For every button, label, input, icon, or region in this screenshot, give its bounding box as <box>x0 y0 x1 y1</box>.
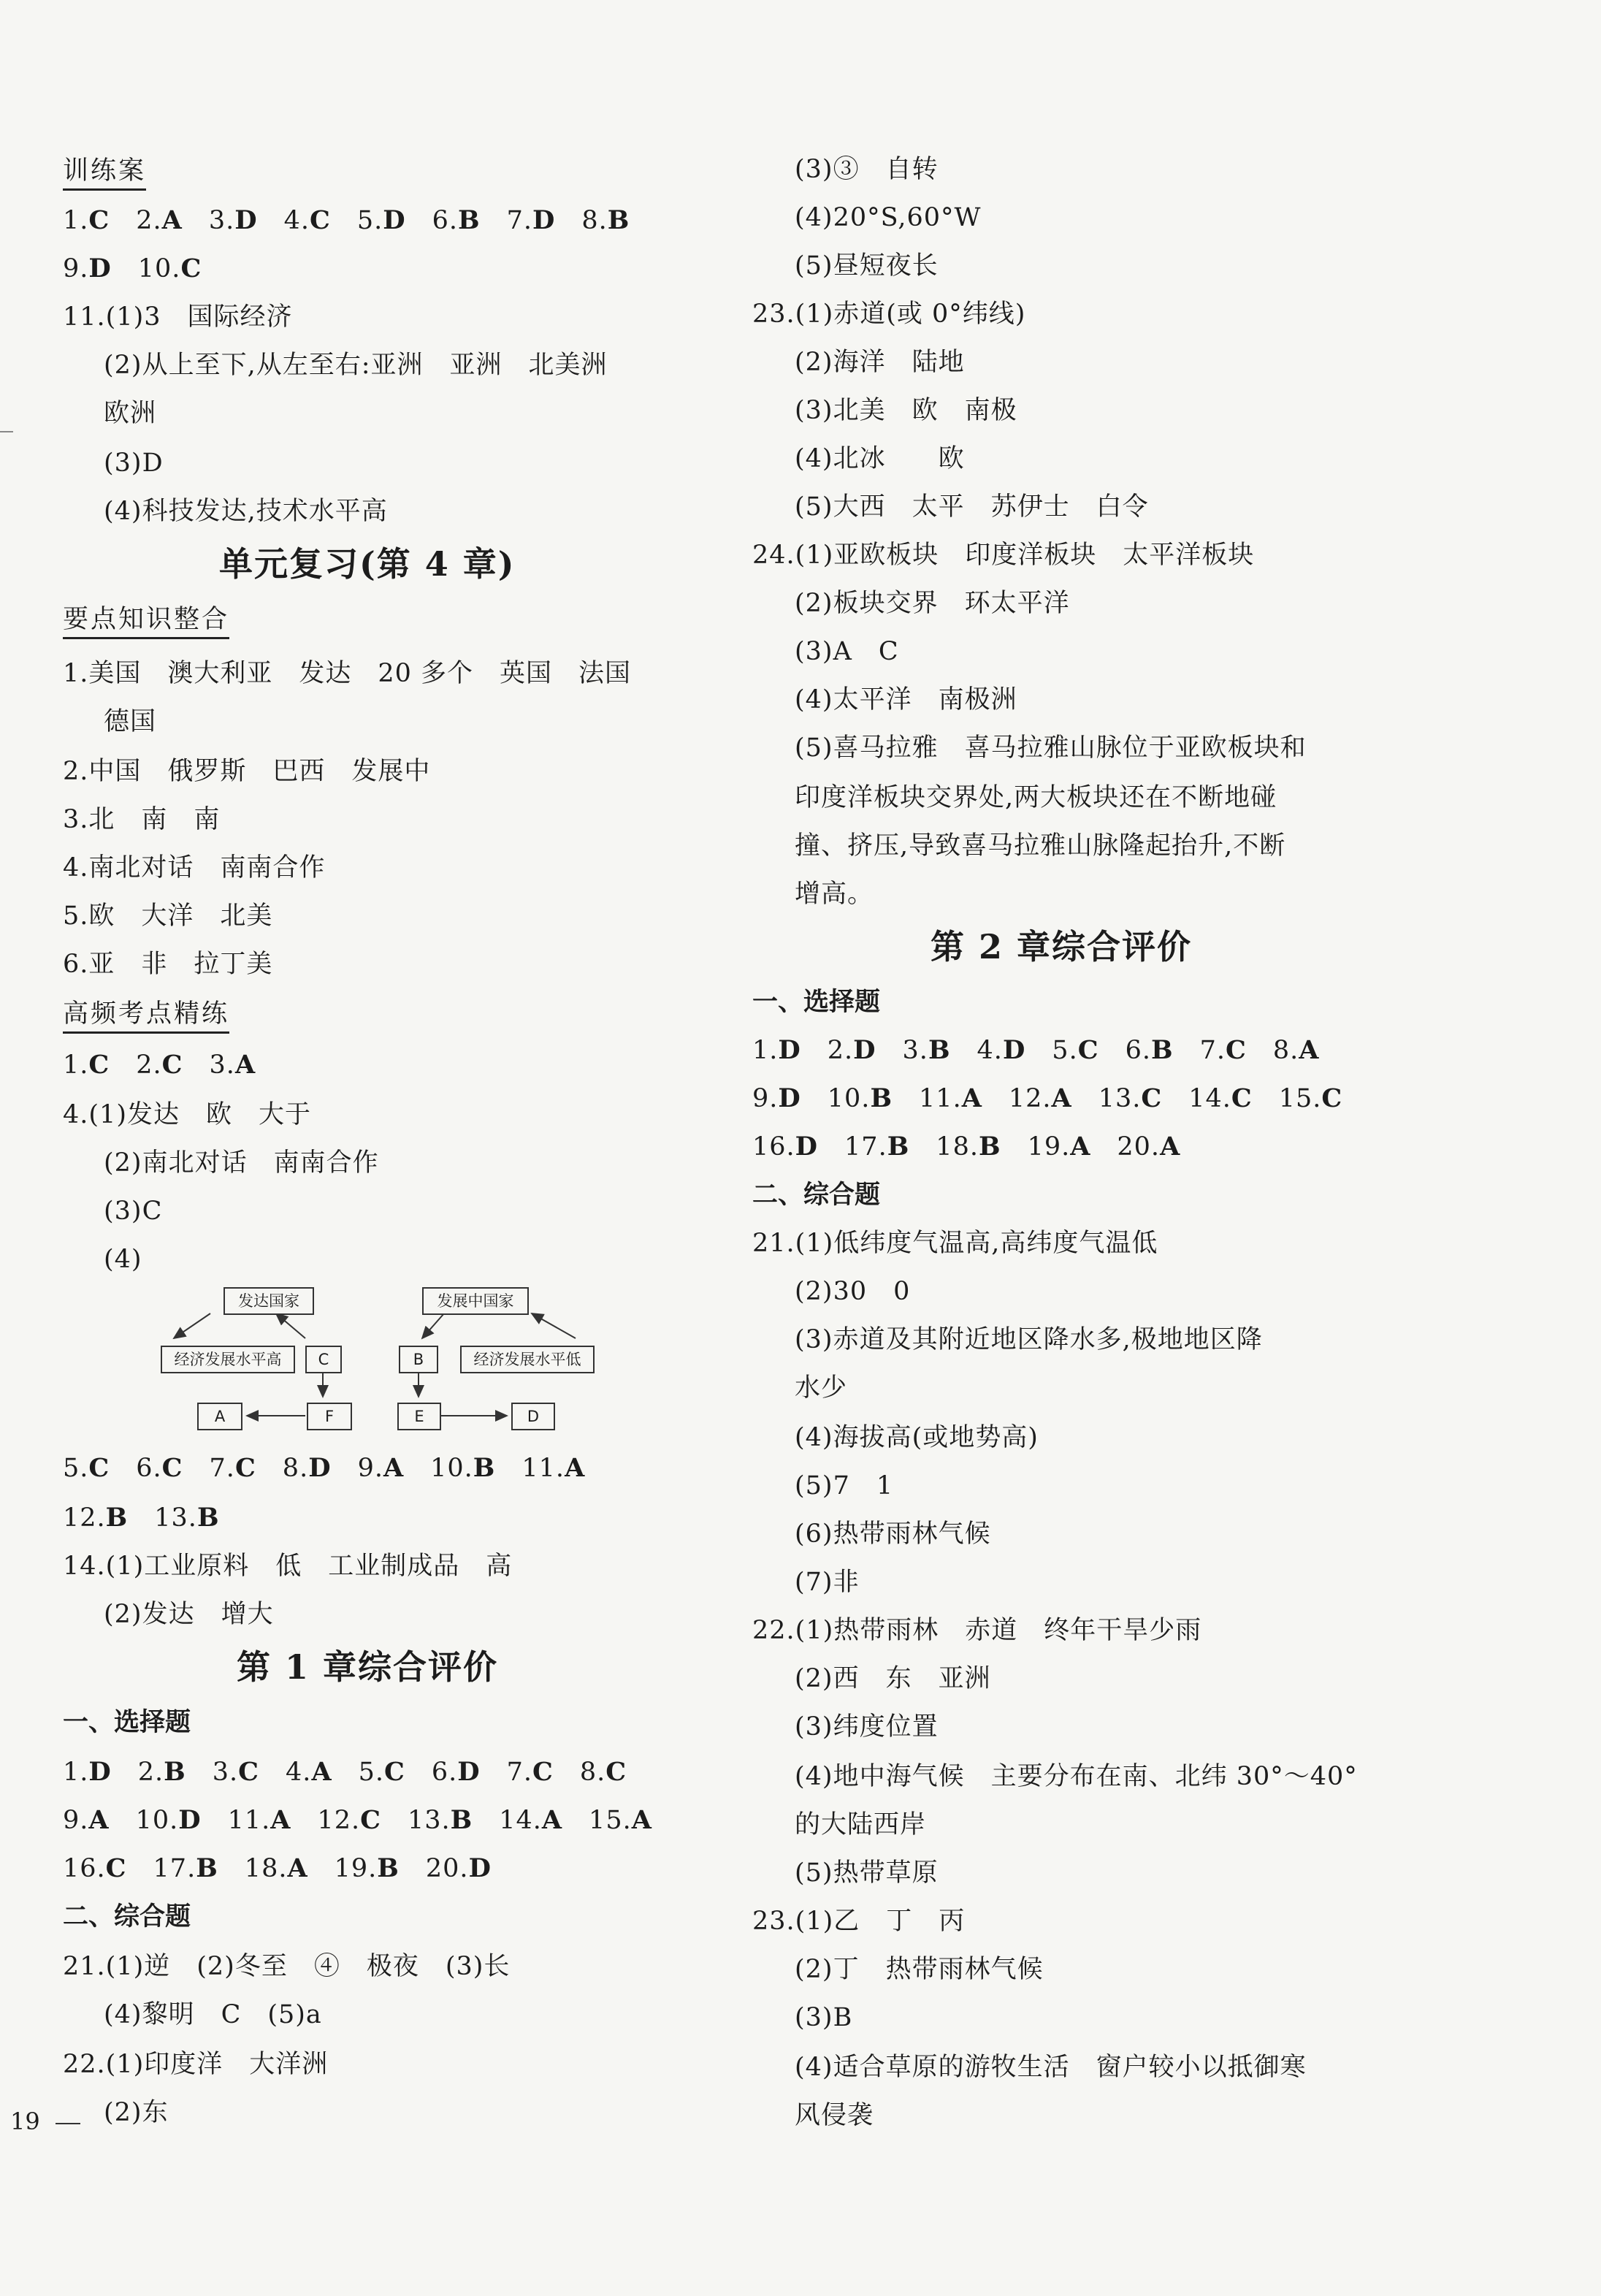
answer-line: (3)③ 自转 <box>795 155 939 184</box>
answer-line: (3)B <box>795 2003 853 2032</box>
answer-line: 4.(1)发达 欧 大于 <box>63 1100 311 1129</box>
heading-unit-review: 单元复习(第 4 章) <box>219 544 516 584</box>
answer-line: (5)大西 太平 苏伊士 白令 <box>795 492 1149 522</box>
box-developed: 发达国家 <box>223 1287 314 1315</box>
box-c: C <box>305 1346 342 1373</box>
answer-line: 3.北 南 南 <box>63 805 221 834</box>
box-low-level: 经济发展水平低 <box>460 1346 595 1373</box>
question-number: 16. <box>63 1854 106 1883</box>
answer-line: (4)适合草原的游牧生活 窗户较小以抵御寒 <box>795 2053 1307 2082</box>
answer-line: (2)海洋 陆地 <box>795 348 965 377</box>
section-comprehensive: 二、综合题 <box>63 1902 191 1931</box>
answer-line: (2)西 东 亚洲 <box>795 1664 991 1693</box>
box-f: F <box>307 1403 352 1430</box>
section-choice: 一、选择题 <box>63 1707 191 1737</box>
question-number: 11. <box>521 1454 565 1483</box>
box-d: D <box>511 1403 555 1430</box>
question-number: 6. <box>432 206 459 235</box>
question-number: 15. <box>1278 1084 1322 1113</box>
answer-line: (3)A C <box>795 637 899 666</box>
question-number: 3. <box>208 206 235 235</box>
answer-letter: A <box>1070 1132 1091 1162</box>
question-number: 1. <box>752 1036 779 1065</box>
answer-letter: A <box>234 1050 256 1080</box>
answer-letter: A <box>1299 1035 1320 1065</box>
answer-letter: A <box>88 1805 110 1835</box>
answer-letter: C <box>1321 1083 1343 1113</box>
answer-line: 欧洲 <box>104 399 157 428</box>
answer-letter: D <box>853 1035 876 1065</box>
question-number: 3. <box>209 1050 235 1080</box>
question-number: 6. <box>431 1758 458 1787</box>
answer-line: 21.(1)逆 (2)冬至 ④ 极夜 (3)长 <box>63 1952 511 1981</box>
question-number: 8. <box>579 1758 606 1787</box>
answer-line: 14.(1)工业原料 低 工业制成品 高 <box>63 1552 513 1581</box>
answer-line: 6.亚 非 拉丁美 <box>63 950 273 979</box>
answer-row <box>63 1853 492 1885</box>
question-number: 1. <box>63 1050 89 1080</box>
question-number: 10. <box>827 1084 871 1113</box>
box-high-level: 经济发展水平高 <box>161 1346 295 1373</box>
question-number: 2. <box>827 1036 854 1065</box>
answer-row <box>752 1034 1319 1067</box>
answer-letter: A <box>383 1453 405 1483</box>
question-number: 16. <box>752 1132 795 1162</box>
answer-letter: C <box>1141 1083 1163 1113</box>
question-number: 7. <box>506 206 533 235</box>
answer-letter: C <box>238 1757 260 1787</box>
question-number: 17. <box>153 1854 196 1883</box>
section-gaopin: 高频考点精练 <box>63 998 229 1034</box>
answer-letter: B <box>164 1757 186 1787</box>
answer-letter: C <box>532 1757 554 1787</box>
answer-line: (5)7 1 <box>795 1471 894 1500</box>
heading-chapter2: 第 2 章综合评价 <box>931 927 1193 966</box>
answer-line: (5)热带草原 <box>795 1858 939 1888</box>
question-number: 7. <box>1199 1036 1226 1065</box>
answer-line: 水少 <box>795 1373 848 1403</box>
arrow <box>532 1313 576 1338</box>
question-number: 1. <box>63 206 89 235</box>
answer-line: 24.(1)亚欧板块 印度洋板块 太平洋板块 <box>752 541 1255 570</box>
edge-mark <box>0 431 13 432</box>
answer-letter: D <box>468 1853 492 1883</box>
answer-letter: C <box>161 1453 183 1483</box>
answer-letter: D <box>178 1805 202 1835</box>
answer-line: (4)20°S,60°W <box>795 203 982 232</box>
answer-line: (2)从上至下,从左至右:亚洲 亚洲 北美洲 <box>104 351 608 380</box>
answer-row <box>752 1131 1180 1163</box>
answer-letter: C <box>310 205 331 235</box>
answer-line: 22.(1)热带雨林 赤道 终年干旱少雨 <box>752 1616 1202 1645</box>
answer-letter: D <box>88 1757 112 1787</box>
arrow <box>276 1313 305 1338</box>
answer-letter: A <box>541 1805 563 1835</box>
answer-line: 22.(1)印度洋 大洋洲 <box>63 2050 329 2079</box>
answer-line: (2)南北对话 南南合作 <box>104 1148 379 1178</box>
answer-letter: C <box>384 1757 405 1787</box>
question-number: 15. <box>589 1806 632 1835</box>
question-number: 13. <box>1098 1084 1142 1113</box>
question-number: 18. <box>244 1854 288 1883</box>
heading-chapter1: 第 1 章综合评价 <box>237 1647 499 1687</box>
question-number: 14. <box>499 1806 542 1835</box>
footer-dash <box>56 2123 80 2124</box>
answer-line: (2)板块交界 环太平洋 <box>795 589 1070 618</box>
box-a: A <box>197 1403 242 1430</box>
question-number: 20. <box>425 1854 469 1883</box>
question-number: 12. <box>63 1503 106 1533</box>
question-number: 7. <box>506 1758 533 1787</box>
answer-line: 的大陆西岸 <box>795 1810 927 1839</box>
answer-letter: A <box>311 1757 332 1787</box>
answer-row <box>63 1756 627 1788</box>
answer-letter: A <box>565 1453 586 1483</box>
answer-letter: A <box>161 205 183 235</box>
question-number: 20. <box>1117 1132 1161 1162</box>
answer-letter: A <box>287 1853 308 1883</box>
answer-letter: B <box>196 1503 220 1533</box>
arrow <box>174 1313 210 1338</box>
answer-line: 德国 <box>104 707 157 736</box>
answer-line: 4.南北对话 南南合作 <box>63 853 326 882</box>
answer-line: (4)地中海气候 主要分布在南、北纬 30°～40° <box>795 1762 1358 1791</box>
answer-row <box>63 1452 585 1484</box>
question-number: 10. <box>135 1806 179 1835</box>
answer-line: (4)海拔高(或地势高) <box>795 1423 1039 1452</box>
question-number: 3. <box>212 1758 239 1787</box>
question-number: 7. <box>209 1454 235 1483</box>
answer-letter: C <box>1231 1083 1253 1113</box>
question-number: 6. <box>1125 1036 1151 1065</box>
answer-letter: B <box>607 205 630 235</box>
answer-letter: B <box>458 205 481 235</box>
question-number: 14. <box>1188 1084 1231 1113</box>
answer-line: (4)黎明 C (5)a <box>104 2000 322 2029</box>
box-e: E <box>397 1403 441 1430</box>
answer-row <box>63 205 630 237</box>
answer-line: 5.欧 大洋 北美 <box>63 901 273 931</box>
answer-line: 21.(1)低纬度气温高,高纬度气温低 <box>752 1229 1158 1258</box>
question-number: 4. <box>286 1758 312 1787</box>
question-number: 9. <box>357 1454 383 1483</box>
question-number: 8. <box>282 1454 309 1483</box>
question-number: 2. <box>136 1050 162 1080</box>
answer-letter: D <box>795 1132 819 1162</box>
question-number: 12. <box>1008 1084 1052 1113</box>
answer-line: (3)纬度位置 <box>795 1712 939 1742</box>
answer-line: 23.(1)赤道(或 0°纬线) <box>752 300 1026 329</box>
page-number: 19 <box>10 2108 40 2135</box>
answer-letter: D <box>457 1757 481 1787</box>
answer-line: 2.中国 俄罗斯 巴西 发展中 <box>63 757 431 786</box>
answer-line: 23.(1)乙 丁 丙 <box>752 1907 966 1936</box>
question-number: 19. <box>334 1854 378 1883</box>
answer-line: (3)赤道及其附近地区降水多,极地地区降 <box>795 1325 1263 1354</box>
answer-line: (5)昼短夜长 <box>795 251 939 281</box>
answer-letter: D <box>88 253 112 283</box>
answer-letter: C <box>88 1050 110 1080</box>
section-choice: 一、选择题 <box>752 987 881 1017</box>
question-number: 19. <box>1027 1132 1071 1162</box>
answer-line: (6)热带雨林气候 <box>795 1519 991 1549</box>
question-number: 12. <box>317 1806 361 1835</box>
answer-letter: D <box>532 205 556 235</box>
answer-letter: B <box>887 1132 910 1162</box>
answer-line: 增高。 <box>795 880 874 909</box>
answer-letter: C <box>1225 1035 1247 1065</box>
answer-letter: C <box>161 1050 183 1080</box>
answer-line: 印度洋板块交界处,两大板块还在不断地碰 <box>795 783 1277 812</box>
answer-letter: B <box>196 1853 218 1883</box>
question-number: 10. <box>430 1454 473 1483</box>
question-number: 11. <box>919 1084 962 1113</box>
answer-letter: D <box>308 1453 332 1483</box>
arrow <box>422 1313 444 1338</box>
answer-letter: C <box>180 253 202 283</box>
answer-letter: B <box>450 1805 473 1835</box>
answer-letter: A <box>1160 1132 1181 1162</box>
answer-letter: B <box>1150 1035 1174 1065</box>
question-number: 9. <box>752 1084 779 1113</box>
answer-row <box>63 1502 220 1534</box>
answer-line: (3)北美 欧 南极 <box>795 396 1017 425</box>
question-number: 11. <box>227 1806 271 1835</box>
answer-letter: C <box>88 1453 110 1483</box>
answer-line: (4)科技发达,技术水平高 <box>104 497 388 526</box>
answer-letter: D <box>778 1035 801 1065</box>
answer-line: 风侵袭 <box>795 2101 874 2130</box>
section-xunlian: 训练案 <box>63 155 146 191</box>
question-number: 4. <box>283 206 310 235</box>
answer-letter: D <box>1002 1035 1026 1065</box>
question-number: 18. <box>936 1132 979 1162</box>
answer-line: (4) <box>104 1245 142 1274</box>
question-number: 13. <box>407 1806 451 1835</box>
country-relation-diagram <box>93 1287 605 1441</box>
answer-letter: C <box>88 205 110 235</box>
box-b: B <box>399 1346 438 1373</box>
answer-letter: C <box>1077 1035 1099 1065</box>
answer-line: 11.(1)3 国际经济 <box>63 302 293 332</box>
section-yaodian: 要点知识整合 <box>63 603 229 639</box>
question-number: 5. <box>358 1758 384 1787</box>
question-number: 8. <box>581 206 608 235</box>
answer-letter: A <box>270 1805 291 1835</box>
answer-letter: C <box>360 1805 381 1835</box>
question-number: 17. <box>844 1132 887 1162</box>
question-number: 5. <box>1052 1036 1078 1065</box>
question-number: 5. <box>63 1454 89 1483</box>
answer-letter: B <box>870 1083 893 1113</box>
question-number: 5. <box>356 206 383 235</box>
answer-line: (5)喜马拉雅 喜马拉雅山脉位于亚欧板块和 <box>795 733 1307 763</box>
question-number: 2. <box>137 1758 164 1787</box>
answer-line: (2)发达 增大 <box>104 1600 274 1629</box>
answer-line: (4)太平洋 南极洲 <box>795 685 1017 714</box>
question-number: 13. <box>154 1503 197 1533</box>
answer-row <box>752 1083 1342 1115</box>
answer-letter: D <box>383 205 406 235</box>
answer-line: (4)北冰 欧 <box>795 444 965 473</box>
answer-row <box>63 253 202 285</box>
question-number: 8. <box>1272 1036 1299 1065</box>
answer-letter: C <box>105 1853 127 1883</box>
answer-line: (2)30 0 <box>795 1277 911 1306</box>
answer-line: 撞、挤压,导致喜马拉雅山脉隆起抬升,不断 <box>795 831 1286 861</box>
answer-letter: C <box>605 1757 627 1787</box>
question-number: 3. <box>902 1036 928 1065</box>
section-comprehensive: 二、综合题 <box>752 1180 881 1210</box>
answer-row <box>63 1804 652 1837</box>
answer-letter: A <box>1051 1083 1072 1113</box>
answer-letter: D <box>234 205 258 235</box>
answer-letter: D <box>778 1083 801 1113</box>
answer-letter: B <box>105 1503 129 1533</box>
answer-letter: B <box>377 1853 400 1883</box>
answer-letter: B <box>978 1132 1001 1162</box>
answer-letter: B <box>928 1035 951 1065</box>
answer-letter: B <box>473 1453 496 1483</box>
answer-line: (2)东 <box>104 2098 169 2127</box>
answer-line: (7)非 <box>795 1568 860 1597</box>
question-number: 1. <box>63 1758 89 1787</box>
answer-row <box>63 1049 256 1081</box>
question-number: 9. <box>63 1806 89 1835</box>
question-number: 9. <box>63 254 89 283</box>
question-number: 2. <box>136 206 162 235</box>
answer-letter: C <box>234 1453 256 1483</box>
answer-letter: A <box>961 1083 982 1113</box>
answer-line: (3)C <box>104 1197 163 1226</box>
answer-line: (2)丁 热带雨林气候 <box>795 1955 1044 1984</box>
question-number: 4. <box>977 1036 1003 1065</box>
question-number: 6. <box>136 1454 162 1483</box>
box-developing: 发展中国家 <box>422 1287 529 1315</box>
answer-line: 1.美国 澳大利亚 发达 20 多个 英国 法国 <box>63 659 632 688</box>
question-number: 10. <box>137 254 181 283</box>
answer-letter: A <box>631 1805 652 1835</box>
answer-line: (3)D <box>104 449 164 478</box>
